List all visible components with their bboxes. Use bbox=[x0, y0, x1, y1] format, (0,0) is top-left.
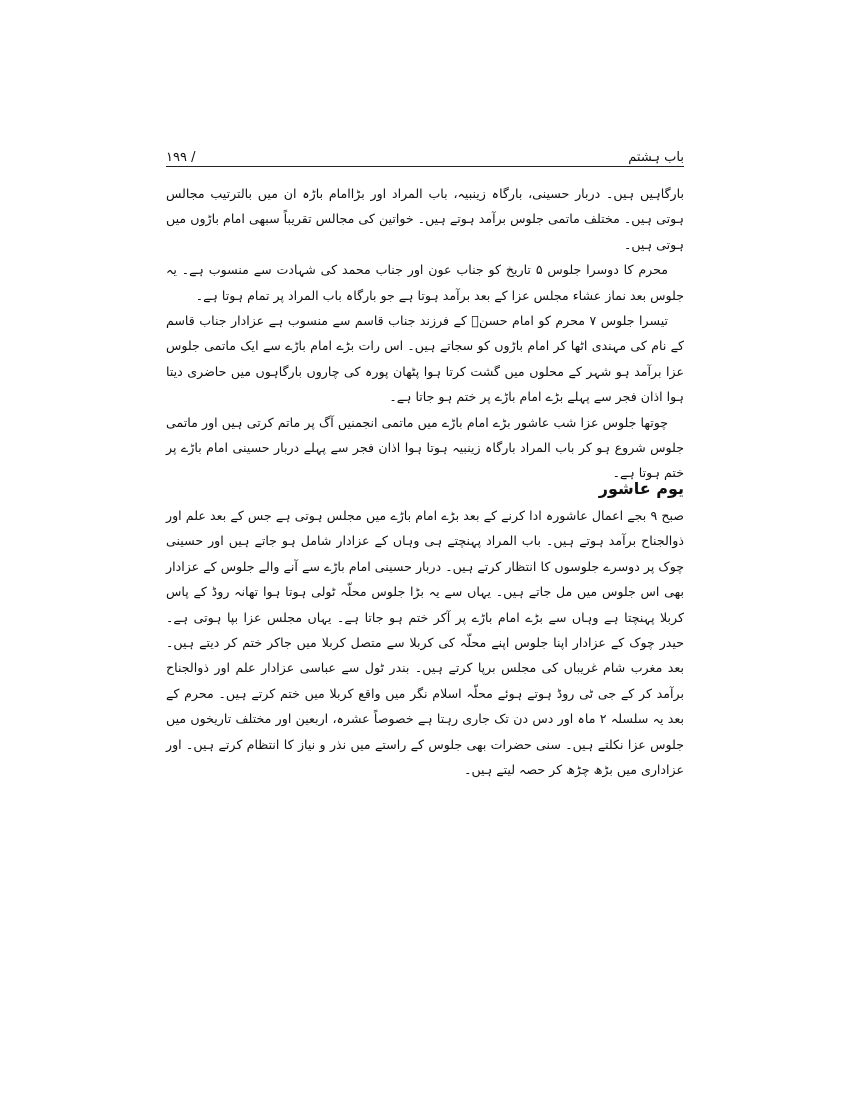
paragraph: بارگاہیں ہیں۔ دربار حسینی، بارگاہ زینبیہ، باب المراد اور بڑاامام باڑہ ان میں بالترتیب مجالس ہوتی ہیں۔ مختلف ماتمی جلوس برآمد ہوتے ہیں۔ خواتین کی مجالس تقریباً سبھی امام باڑوں میں ہوتی ہیں۔ bbox=[166, 186, 684, 252]
header-rule bbox=[166, 166, 684, 167]
paragraph: محرم کا دوسرا جلوس ۵ تاریخ کو جناب عون اور جناب محمد کی شہادت سے منسوب ہے۔ یہ جلوس بعد نماز عشاء مجلس عزا کے بعد برآمد ہوتا ہے جو بارگاہ باب المراد پر تمام ہوتا ہے۔ bbox=[166, 262, 684, 303]
body-text-section bbox=[166, 503, 684, 782]
section-heading: یوم عاشور bbox=[598, 479, 684, 498]
header-separator: / bbox=[191, 150, 196, 165]
running-header bbox=[166, 143, 684, 165]
page-number: ۱۹۹ bbox=[166, 150, 187, 165]
page-number-group bbox=[166, 150, 195, 165]
chapter-title: باب ہشتم bbox=[628, 150, 684, 165]
paragraph: چوتھا جلوس عزا شب عاشور بڑے امام باڑے میں ماتمی انجمنیں آگ پر ماتم کرتی ہیں اور ماتمی جلوس شروع ہو کر باب المراد بارگاہ زینبیہ ہوتا ہوا اذان فجر سے پہلے دربار حسینی امام باڑے پر ختم ہوتا ہے۔ bbox=[166, 414, 684, 481]
paragraph: صبح ۹ بجے اعمال عاشورہ ادا کرنے کے بعد بڑے امام باڑے میں مجلس ہوتی ہے جس کے بعد علم اور ذوالجناح برآمد ہوتے ہیں۔ باب المراد پہنچتے ہی وہاں کے عزادار شامل ہو جاتے ہیں اور حسینی چوک پر دوسرے جلوسوں کا انتظار کرتے ہیں۔ دربار حسینی امام باڑے سے آنے والے جلوس کے عزادار بھی اس جلوس میں مل جاتے ہیں۔ یہاں سے یہ بڑا جلوس محلّہ ٹولی ہوتا ہوا تھانہ روڈ کے پاس کربلا پہنچتا ہے وہاں سے بڑے امام باڑے پر آکر ختم ہو جاتا ہے۔ یہاں مجلس عزا بپا ہوتی ہے۔ حیدر چوک کے عزادار اپنا جلوس اپنے محلّہ کی کربلا سے متصل کربلا میں جاکر ختم کر دیتے ہیں۔ بعد مغرب شام غریباں کی مجلس برپا کرتے ہیں۔ بندر ٹول سے عباسی عزادار علم اور ذوالجناح برآمد کر کے جی ٹی روڈ ہوتے ہوئے محلّہ اسلام نگر میں واقع کربلا میں ختم کرتے ہیں۔ محرم کے بعد یہ سلسلہ ۲ ماہ اور دس دن تک جاری رہتا ہے خصوصاً عشرہ، اربعین اور مختلف تاریخوں میں جلوس عزا نکلتے ہیں۔ سنی حضرات بھی جلوس کے راستے میں نذر و نیاز کا انتظام کرتے ہیں۔ اور عزاداری میں بڑھ چڑھ کر حصہ لیتے ہیں۔ bbox=[166, 508, 684, 778]
body-text-top bbox=[166, 181, 684, 486]
paragraph: تیسرا جلوس ۷ محرم کو امام حسنؑ کے فرزند جناب قاسم سے منسوب ہے عزادار جناب قاسم کے نام کی مہندی اٹھا کر امام باڑوں کو سجاتے ہیں۔ اس رات بڑے امام باڑے سے ایک ماتمی جلوس عزا برآمد ہو شہر کے محلوں میں گشت کرتا ہوا پٹھان پورہ کی چاروں بارگاہوں میں حاضری دیتا ہوا اذان فجر سے پہلے بڑے امام باڑے پر ختم ہو جاتا ہے۔ bbox=[166, 313, 684, 405]
